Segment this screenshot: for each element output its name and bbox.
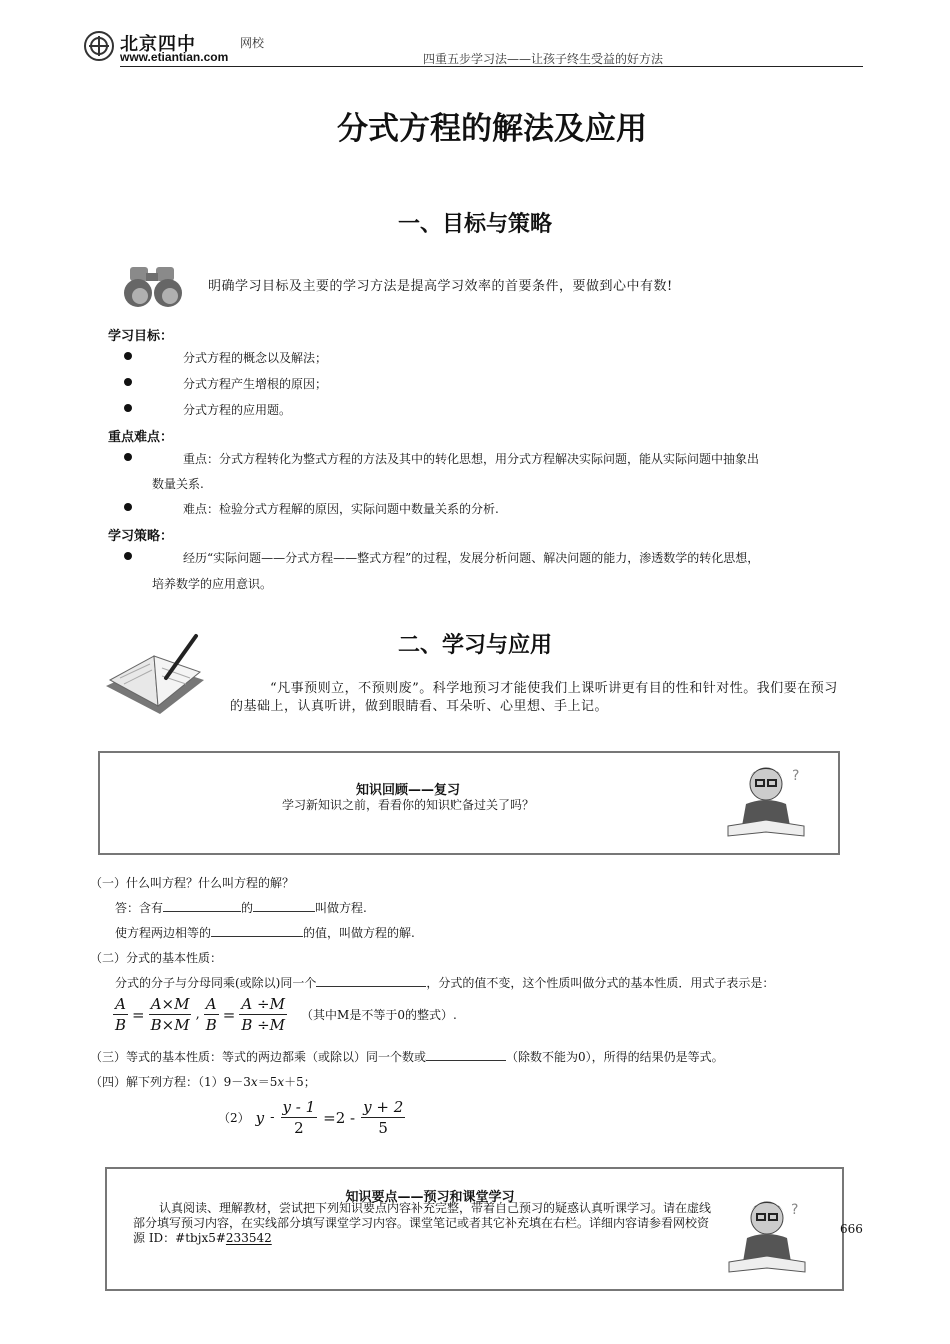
bullet-icon xyxy=(124,352,132,360)
review-box-subtitle: 学习新知识之前，看看你的知识贮备过关了吗？ xyxy=(281,798,534,812)
question-2-text xyxy=(115,974,774,991)
fraction: $\frac{y - 1}{2}$ xyxy=(282,1098,316,1137)
section1-heading: 一、目标与策略 xyxy=(397,212,552,237)
goals-label: 学习目标： xyxy=(108,329,174,344)
page-title: 分式方程的解法及应用 xyxy=(337,111,647,147)
key-points-text: 认真阅读、理解教材，尝试把下列知识要点内容补充完整，带着自己预习的疑惑认真听课学习。请在虚线部分填写预习内容，在实线部分填写课堂学习内容。课堂笔记或者其它补充填在右栏。详细内容请参看网校资源 ID：#tbjx5# xyxy=(133,1201,712,1245)
review-box-title: 知识回顾——复习 xyxy=(355,783,460,798)
q4-2-label: （2） xyxy=(218,1111,250,1125)
logo-text: 北京四中 xyxy=(120,34,196,55)
variable-x: x xyxy=(250,1075,258,1089)
q1a-prefix: 答：含有 xyxy=(115,901,164,915)
q1b-suffix: 的值，叫做方程的解. xyxy=(303,926,415,940)
page-number: 666 xyxy=(840,1222,863,1236)
q3-suffix: （除数不能为0），所得的结果仍是等式。 xyxy=(506,1050,724,1064)
student-reading-icon xyxy=(722,760,810,842)
goal-item: 分式方程的概念以及解法； xyxy=(183,351,328,365)
goal-item: 分式方程产生增根的原因； xyxy=(183,377,328,391)
open-book-icon xyxy=(100,628,212,720)
fraction: $\frac{A\times M}{B\times M}$ xyxy=(150,995,190,1034)
answer-blank[interactable] xyxy=(253,899,315,912)
student-reading-icon xyxy=(725,1192,809,1278)
fraction-property-formula xyxy=(113,994,457,1035)
svg-text:?: ? xyxy=(792,768,800,784)
fraction: $\frac{A}{B}$ xyxy=(205,995,217,1034)
question-3 xyxy=(90,1048,724,1065)
bullet-icon xyxy=(124,503,132,511)
q4-prefix: （四）解下列方程：（1）9－3 xyxy=(90,1075,251,1089)
comma: , xyxy=(195,1007,200,1022)
question-4 xyxy=(90,1073,316,1090)
q1a-mid: 的 xyxy=(241,901,254,915)
focus-item: 难点：检验分式方程解的原因，实际问题中数量关系的分析. xyxy=(183,502,499,516)
q2-suffix: ，分式的值不变，这个性质叫做分式的基本性质．用式子表示是： xyxy=(426,976,775,990)
variable-y: y xyxy=(255,1108,265,1127)
formula-note: （其中M是不等于0的整式）. xyxy=(301,1008,457,1022)
header-divider xyxy=(120,66,863,67)
q4-suffix: ＋5； xyxy=(284,1075,316,1089)
focus-item-cont: 数量关系. xyxy=(152,477,204,491)
answer-blank[interactable] xyxy=(426,1048,506,1061)
equation-middle: =2 - xyxy=(323,1108,356,1127)
fraction: $\frac{A}{B}$ xyxy=(115,995,127,1034)
equals-sign: = xyxy=(132,1005,145,1024)
question-1-answer-b xyxy=(115,924,415,941)
q3-prefix: （三）等式的基本性质：等式的两边都乘（或除以）同一个数或 xyxy=(90,1050,427,1064)
svg-text:?: ? xyxy=(791,1202,799,1218)
equals-sign: = xyxy=(222,1005,236,1024)
header-motto: 四重五步学习法——让孩子终生受益的好方法 xyxy=(423,52,664,66)
fraction: $\frac{y + 2}{5}$ xyxy=(363,1098,404,1137)
q2-prefix: 分式的分子与分母同乘(或除以)同一个 xyxy=(115,976,317,990)
bullet-icon xyxy=(124,378,132,386)
strategy-item: 经历“实际问题——分式方程——整式方程”的过程，发展分析问题、解决问题的能力，渗透数学的转化思想， xyxy=(183,551,760,565)
question-2: （二）分式的基本性质： xyxy=(90,951,223,965)
section2-heading: 二、学习与应用 xyxy=(397,633,552,658)
q4-mid: ＝5 xyxy=(257,1075,278,1089)
logo-url[interactable]: www.etiantian.com xyxy=(120,50,229,64)
answer-blank[interactable] xyxy=(163,899,241,912)
question-1-answer-a xyxy=(115,899,367,916)
bullet-icon xyxy=(124,404,132,412)
section2-quote: “凡事预则立，不预则废”。科学地预习才能使我们上课听讲更有目的性和针对性。我们要在预习的基础上，认真听讲，做到眼睛看、耳朵听、心里想、手上记。 xyxy=(230,681,838,714)
minus-sign: - xyxy=(270,1110,275,1125)
key-points-box-text xyxy=(133,1201,713,1246)
fraction: $\frac{A \div M}{B \div M}$ xyxy=(241,995,286,1034)
answer-blank[interactable] xyxy=(316,974,426,987)
q1b-prefix: 使方程两边相等的 xyxy=(115,926,212,940)
section1-intro: 明确学习目标及主要的学习方法是提高学习效率的首要条件，要做到心中有数! xyxy=(208,279,673,294)
binoculars-icon xyxy=(122,263,188,309)
bullet-icon xyxy=(124,453,132,461)
focus-label: 重点难点： xyxy=(108,430,174,445)
question-1: （一）什么叫方程？什么叫方程的解？ xyxy=(90,876,295,890)
strategy-item-cont: 培养数学的应用意识。 xyxy=(152,577,273,591)
strategy-label: 学习策略： xyxy=(108,529,174,544)
q1a-suffix: 叫做方程. xyxy=(315,901,367,915)
key-points-box-title: 知识要点——预习和课堂学习 xyxy=(345,1190,515,1205)
goal-item: 分式方程的应用题。 xyxy=(183,403,292,417)
logo-emblem-icon xyxy=(84,31,114,61)
logo-subtext: 网校 xyxy=(240,36,265,50)
focus-item: 重点：分式方程转化为整式方程的方法及其中的转化思想，用分式方程解决实际问题，能从实际问题中抽象出 xyxy=(183,452,760,466)
variable-x: x xyxy=(277,1075,285,1089)
resource-id-link[interactable]: 233542 xyxy=(225,1231,272,1245)
bullet-icon xyxy=(124,552,132,560)
answer-blank[interactable] xyxy=(211,924,303,937)
question-4-part-2 xyxy=(218,1097,405,1138)
